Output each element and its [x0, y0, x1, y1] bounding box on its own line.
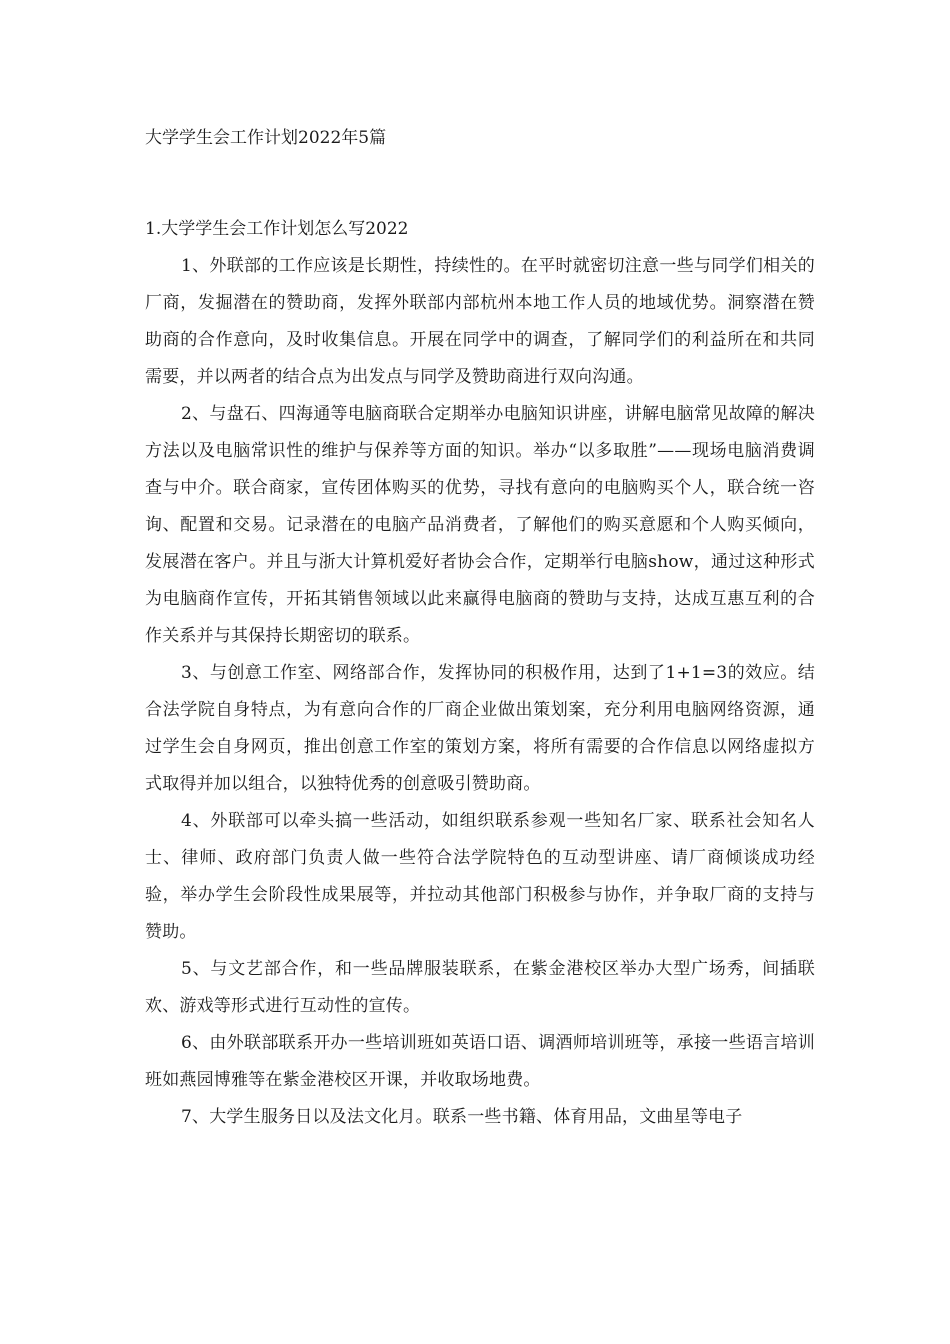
section-title: 1.大学学生会工作计划怎么写2022	[145, 219, 409, 239]
paragraph-3: 3、与创意工作室、网络部合作，发挥协同的积极作用，达到了1+1=3的效应。结合法学院自身特点，为有意向合作的厂商企业做出策划案，充分利用电脑网络资源，通过学生会自身网页，推出创意工作室的策划方案，将所有需要的合作信息以网络虚拟方式取得并加以组合，以独特优秀的创意吸引赞助商。	[145, 663, 815, 794]
paragraph-1: 1、外联部的工作应该是长期性，持续性的。在平时就密切注意一些与同学们相关的厂商，发掘潜在的赞助商，发挥外联部内部杭州本地工作人员的地域优势。洞察潜在赞助商的合作意向，及时收集信息。开展在同学中的调查，了解同学们的利益所在和共同需要，并以两者的结合点为出发点与同学及赞助商进行双向沟通。	[145, 256, 815, 387]
paragraph-2: 2、与盘石、四海通等电脑商联合定期举办电脑知识讲座，讲解电脑常见故障的解决方法以及电脑常识性的维护与保养等方面的知识。举办“以多取胜”——现场电脑消费调查与中介。联合商家，宣传团体购买的优势，寻找有意向的电脑购买个人，联合统一咨询、配置和交易。记录潜在的电脑产品消费者，了解他们的购买意愿和个人购买倾向，发展潜在客户。并且与浙大计算机爱好者协会合作，定期举行电脑show，通过这种形式为电脑商作宣传，开拓其销售领域以此来赢得电脑商的赞助与支持，达成互惠互利的合作关系并与其保持长期密切的联系。	[145, 404, 815, 646]
document-title: 大学学生会工作计划2022年5篇	[145, 128, 387, 148]
document-body	[145, 118, 815, 1136]
paragraph-4: 4、外联部可以牵头搞一些活动，如组织联系参观一些知名厂家、联系社会知名人士、律师、政府部门负责人做一些符合法学院特色的互动型讲座、请厂商倾谈成功经验，举办学生会阶段性成果展等，并拉动其他部门积极参与协作，并争取厂商的支持与赞助。	[145, 811, 815, 942]
paragraph-5: 5、与文艺部合作，和一些品牌服装联系，在紫金港校区举办大型广场秀，间插联欢、游戏等形式进行互动性的宣传。	[145, 959, 815, 1016]
paragraph-7: 7、大学生服务日以及法文化月。联系一些书籍、体育用品，文曲星等电子	[181, 1107, 743, 1127]
spacer	[145, 158, 815, 210]
paragraph-6: 6、由外联部联系开办一些培训班如英语口语、调酒师培训班等，承接一些语言培训班如燕园博雅等在紫金港校区开课，并收取场地费。	[145, 1033, 815, 1090]
